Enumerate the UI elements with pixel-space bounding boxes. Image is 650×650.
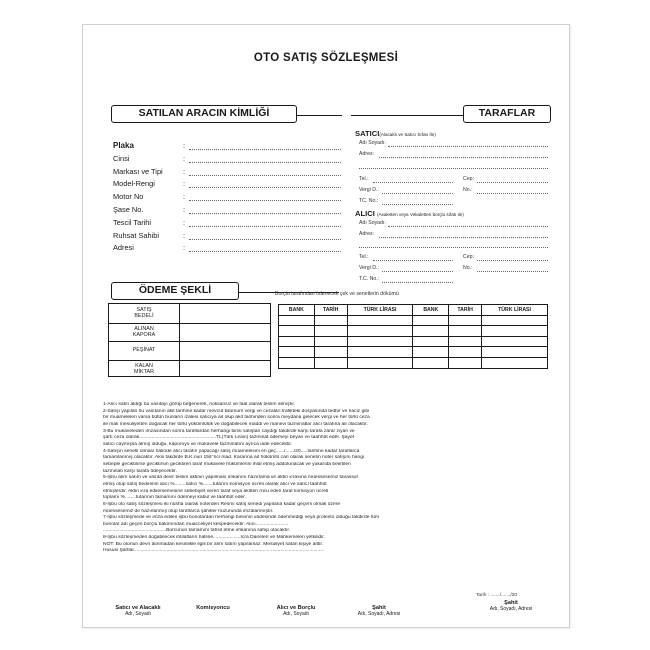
vehicle-field-input[interactable] <box>189 200 341 201</box>
section-divider <box>351 115 463 116</box>
seller-taxoffice-field[interactable] <box>382 193 453 194</box>
term-line: 7-İşbu sözleşmede ve imza edilen işbu bonolardan herhangi birisinin vadesinde ödenmediği veya protesto olduğu takdirde tüm <box>103 515 380 521</box>
term-line: ..............................................Borcunun tamamını tahsil etme imkanına sahip olacaktır. <box>103 528 291 534</box>
vehicle-field-separator: : <box>183 179 186 189</box>
payment-row-label-line2: BEDELİ <box>134 313 154 319</box>
bank-table-row <box>279 336 548 347</box>
bank-table-cell[interactable] <box>449 357 482 368</box>
signature-block[interactable] <box>339 605 419 617</box>
buyer-name-label: Adı Soyadı: <box>359 220 386 226</box>
seller-address-label: Adres: <box>359 151 374 157</box>
bank-table-cell[interactable] <box>482 347 548 358</box>
vehicle-field-label: Markası ve Tipi <box>113 166 163 176</box>
buyer-tel-field[interactable] <box>373 260 453 261</box>
signature-subtitle: Adı, Soyadı <box>283 611 309 617</box>
bank-table-header: TÜRK LİRASI <box>347 305 413 316</box>
vehicle-field-separator: : <box>183 192 186 202</box>
buyer-title: ALICI <box>355 209 375 218</box>
bank-table-row <box>279 347 548 358</box>
term-line: bir muameleleri varsa bütün bunların izalesi satıcıya ait olup akit tarihinden sonra meydana gelecek vergi ve her türlü ceza <box>103 415 370 421</box>
vehicle-field-label: Ruhsat Sahibi <box>113 230 160 240</box>
payment-row-label <box>109 307 179 319</box>
signature-block[interactable] <box>98 605 178 617</box>
term-line: 1-Alıcı satın aldığı bu vasıtayı görüp beğenerek, noksansız ve faal olarak teslim almıştır. <box>103 402 296 407</box>
vehicle-field-separator: : <box>183 153 186 163</box>
parties-section-heading: TARAFLAR <box>463 105 551 123</box>
seller-no-field[interactable] <box>477 193 548 194</box>
signature-subtitle: Adı, Soyadı, Adresi <box>489 606 533 612</box>
vehicle-field-separator: : <box>183 166 186 176</box>
buyer-tc-field[interactable] <box>382 282 453 283</box>
contract-sheet <box>82 24 570 628</box>
term-line: 5-İşbu alım satım ve vasıta devir teslim aktinin yapılması imkanını hazırlama ve aktin icrasına müessesemiz tavassuf <box>103 475 358 481</box>
buyer-taxoffice-field[interactable] <box>382 271 453 272</box>
bank-table-cell[interactable] <box>347 326 413 337</box>
vehicle-field-label: Model-Rengi <box>113 179 155 189</box>
vehicle-field-label: Tescil Tarihi <box>113 217 152 227</box>
signature-block[interactable] <box>471 600 551 612</box>
vehicle-field-separator: : <box>183 217 186 227</box>
buyer-heading <box>355 209 464 218</box>
payment-row-divider <box>109 341 270 342</box>
bank-table-cell[interactable] <box>279 336 315 347</box>
term-line: 8-İşbu sözleşmeden doğabilecek ihtilafların halline....................İcra Daireleri ve Mahkemeleri yetkilidir. <box>103 535 326 541</box>
vehicle-field-label: Cinsi <box>113 153 130 163</box>
signature-role: Komisyoncu <box>196 605 230 611</box>
bank-table-cell[interactable] <box>347 315 413 326</box>
signature-role: Alıcı ve Borçlu <box>276 605 316 611</box>
buyer-no-label: No.: <box>463 265 473 271</box>
vehicle-field-label: Plaka <box>113 141 134 150</box>
term-line: 4-Satışın senetli olması halinde alıcı tarafın yapacağı satış muamelesini en geç....../....../20.....tarihine kadar taraflarca <box>103 448 360 454</box>
term-line: şartı ceza olarak........................................................TL(Türk Lirası) tazminat ödemeyi beyan ve taahhüt eder. Şayet <box>103 435 355 441</box>
signature-role: Şahit <box>372 605 386 611</box>
payment-row-label <box>109 363 179 375</box>
seller-no-label: No.: <box>463 187 473 193</box>
vehicle-field-separator: : <box>183 230 186 240</box>
bank-table-cell[interactable] <box>314 347 347 358</box>
term-line: sebeple geciktirirse geciktirsin geciktiren taraf mukavele hükümlerini ihlal etmiş addolunacak ve yukarıda belirtilen <box>103 461 351 467</box>
section-divider <box>297 115 342 116</box>
term-line: bonolar adı geçen borçlu bakımından muacceliyet kespedecektir. Alıcı........................ <box>103 521 289 527</box>
buyer-mobile-label: Cep: <box>463 254 474 260</box>
bank-table-cell[interactable] <box>347 357 413 368</box>
seller-note: (Alacaklı ve Satıcı Sıfatı İle) <box>379 132 436 137</box>
term-line: NOT: Bu otonun devri alınmadan kesinlikle ilgili bir alım satım yapılamaz. Mesuliyet satan kişiye aittir. <box>103 541 324 547</box>
vehicle-field-input[interactable] <box>189 175 341 176</box>
bank-table-cell[interactable] <box>413 315 449 326</box>
contract-terms <box>103 402 553 555</box>
vehicle-field-separator: : <box>183 141 186 150</box>
seller-tc-label: TC. No.: <box>359 198 379 204</box>
term-line: 2-Satışı yapılan bu vasıtanın akit tarihine kadar mevcut bilumum vergi ve cezaları trafikteki dosyasında tedbir ve haciz gibi <box>103 408 370 414</box>
bank-table-row <box>279 357 548 368</box>
term-line: etmiş olup satış bedelinin alıcı %........satıcı %.......tutarını komisyon ücreti olarak alıcı ve satıcı taahhüt <box>103 481 327 487</box>
bank-table-cell[interactable] <box>279 357 315 368</box>
bank-table-cell[interactable] <box>482 336 548 347</box>
vehicle-field-input[interactable] <box>189 226 341 227</box>
payment-section-heading: ÖDEME ŞEKLİ <box>111 282 239 300</box>
seller-title: SATICI <box>355 129 380 138</box>
payment-row-label-line2: MİKTAR <box>134 368 154 375</box>
buyer-note: (Asaletten veya Vekaletten borçlu sıfatı ile) <box>376 212 464 217</box>
bank-table-cell[interactable] <box>413 336 449 347</box>
vehicle-field-input[interactable] <box>189 213 341 214</box>
payment-row-divider <box>109 360 270 361</box>
signature-subtitle: Adı, Soyadı <box>125 611 151 617</box>
payment-row-divider <box>109 323 270 324</box>
buyer-address-field-2[interactable] <box>359 247 548 248</box>
bank-table <box>278 304 548 369</box>
vehicle-field-label: Şase No. <box>113 205 144 214</box>
bank-table-cell[interactable] <box>314 326 347 337</box>
payment-row-label-line1: KALAN <box>135 362 153 369</box>
term-line: tamamlanmış olacaktır. Aksi takdirde B.K.nun 156°nci mad. Kararına ait hükümlü cari olarak senetin noter satışını hangi <box>103 455 365 461</box>
term-line: satıcı caymışsa almış olduğu, kaporoyu ve mukavele tazminatını ayrıca iade edecektir. <box>103 441 293 447</box>
buyer-mobile-field[interactable] <box>477 260 548 261</box>
bank-table-cell[interactable] <box>279 347 315 358</box>
term-line: toplamı %........tutarının tamamını ödemeyi kabul ve taahhüt eder. <box>103 495 246 501</box>
vehicle-field-separator: : <box>183 243 186 253</box>
term-line: ile mali mesuliyetten doğacak her türlü yükümlülük ve doğabilecek maddi ve manevi tazminatlar alıcı tarafına ait olacaktır. <box>103 421 368 427</box>
bank-table-cell[interactable] <box>449 347 482 358</box>
term-line: Hususi Şartlar........................................................................................................................................... <box>103 548 325 554</box>
payment-row-label-line2: KAPORA <box>132 331 156 338</box>
date-field[interactable]: Tarih : ......./......./20 <box>476 593 518 598</box>
bank-table-cell[interactable] <box>449 326 482 337</box>
term-line: müessesemiz de hazırlanmış olup taraflarca şahitler huzurunda imzalanmıştır. <box>103 508 274 514</box>
bank-table-cell[interactable] <box>482 315 548 326</box>
bank-table-header: BANK <box>413 305 449 316</box>
vehicle-field-input[interactable] <box>189 187 341 188</box>
payment-row-label <box>109 347 179 353</box>
signature-block[interactable] <box>256 605 336 617</box>
term-line: tazminatı karşı tarafa ödeyecektir. <box>103 468 177 474</box>
seller-name-label: Adı Soyadı: <box>359 140 386 146</box>
bank-table-cell[interactable] <box>449 315 482 326</box>
bank-table-header: TARİH <box>449 305 482 316</box>
bank-table-row <box>279 315 548 326</box>
term-line: 3-Bu mukaveleden imzasından sonra taraflardan herhangi birisi satıştan caydığı takdirde karşı tarafa zarar ziyan ve <box>103 428 355 434</box>
bank-table-header: TÜRK LİRASI <box>482 305 548 316</box>
seller-heading <box>355 129 436 138</box>
seller-tc-field[interactable] <box>382 204 453 205</box>
buyer-name-field[interactable] <box>388 226 548 227</box>
signature-subtitle: Adı, Soyadı, Adresi <box>357 611 401 617</box>
term-line: etmişlerdir. Aktin icra edilememesine sebebiyet veren taraf veya akitten rücu eden taraf komisyon ücreti <box>103 488 329 494</box>
bank-table-cell[interactable] <box>314 336 347 347</box>
vehicle-field-input[interactable] <box>189 149 341 150</box>
buyer-address-label: Adres: <box>359 231 374 237</box>
seller-tel-field[interactable] <box>373 182 453 183</box>
seller-address-field[interactable] <box>379 157 548 158</box>
seller-mobile-label: Cep: <box>463 176 474 182</box>
check-list-note: Borçlu tarafından ödenecek çek ve senetlerin dökümü <box>275 291 399 297</box>
signature-role: Satıcı ve Alacaklı <box>115 605 161 611</box>
vehicle-field-separator: : <box>183 205 186 214</box>
buyer-tc-label: T.C. No.: <box>359 276 380 282</box>
bank-table-cell[interactable] <box>413 347 449 358</box>
payment-column-divider <box>179 304 180 376</box>
bank-table-cell[interactable] <box>413 357 449 368</box>
seller-tel-label: Tel.: <box>359 176 369 182</box>
seller-address-field-2[interactable] <box>359 168 548 169</box>
document-title: OTO SATIŞ SÖZLEŞMESİ <box>253 52 399 64</box>
bank-table-cell[interactable] <box>347 347 413 358</box>
bank-table-cell[interactable] <box>314 315 347 326</box>
signature-role: Şahit <box>504 600 518 606</box>
vehicle-field-label: Motor No <box>113 192 144 202</box>
seller-mobile-field[interactable] <box>477 182 548 183</box>
vehicle-field-label: Adresi <box>113 243 134 253</box>
bank-table-cell[interactable] <box>279 326 315 337</box>
bank-table-cell[interactable] <box>314 357 347 368</box>
seller-name-field[interactable] <box>388 146 548 147</box>
bank-table-header: BANK <box>279 305 315 316</box>
payment-row-label-line1: PEŞİNAT <box>132 347 156 353</box>
bank-table-cell[interactable] <box>449 336 482 347</box>
payment-row-label-line1: SATIŞ <box>136 307 152 313</box>
payment-row-label <box>109 326 179 338</box>
bank-table-cell[interactable] <box>279 315 315 326</box>
signature-block[interactable] <box>173 605 253 611</box>
bank-table-cell[interactable] <box>347 336 413 347</box>
bank-table-cell[interactable] <box>482 357 548 368</box>
buyer-no-field[interactable] <box>477 271 548 272</box>
bank-table-cell[interactable] <box>413 326 449 337</box>
bank-table-cell[interactable] <box>482 326 548 337</box>
vehicle-field-input[interactable] <box>189 239 341 240</box>
bank-table-header: TARİH <box>314 305 347 316</box>
seller-taxoffice-label: Vergi D.: <box>359 187 379 193</box>
buyer-tel-label: Tel.: <box>359 254 369 260</box>
term-line: 6-İşbu oto satış sözleşmesi iki nüsha olarak noterden Resmi satış senedi yapılana kadar geçerli olmak üzere <box>103 501 341 507</box>
vehicle-field-input[interactable] <box>189 162 341 163</box>
vehicle-section-heading: SATILAN ARACIN KİMLİĞİ <box>111 105 297 123</box>
buyer-address-field[interactable] <box>379 237 548 238</box>
vehicle-field-input[interactable] <box>189 251 341 252</box>
payment-row-label-line1: ALINAN <box>134 325 154 332</box>
payment-table <box>108 303 271 377</box>
buyer-taxoffice-label: Vergi D.: <box>359 265 379 271</box>
bank-table-row <box>279 326 548 337</box>
